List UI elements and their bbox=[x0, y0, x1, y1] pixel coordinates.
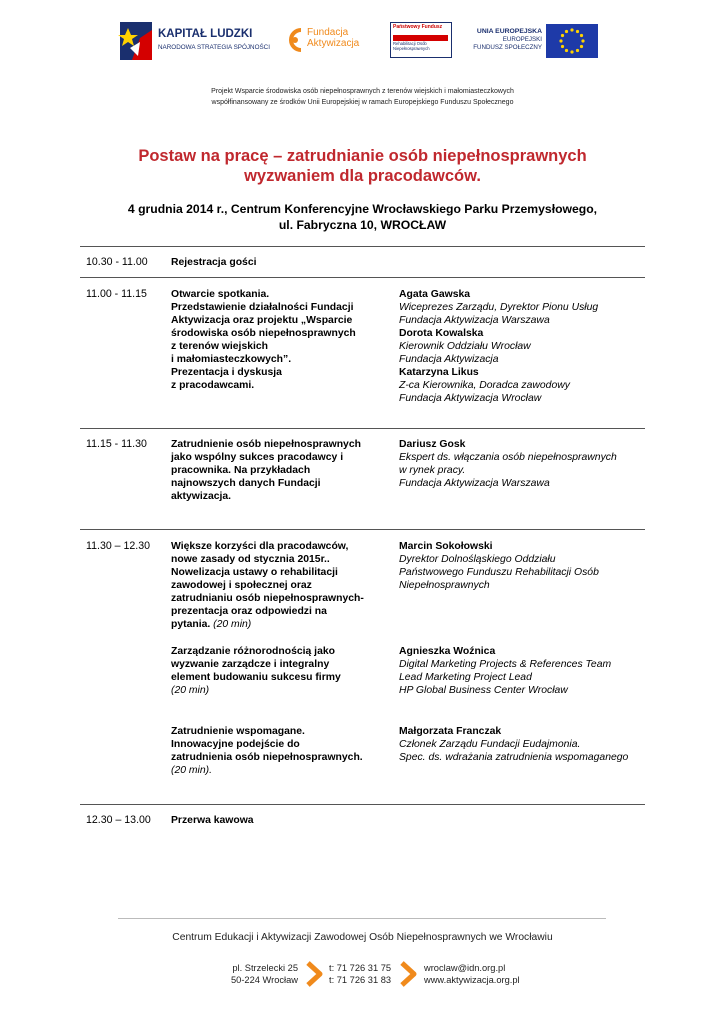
title-line2: wyzwaniem dla pracodawców. bbox=[244, 167, 481, 185]
eu-line1: UNIA EUROPEJSKA bbox=[476, 28, 542, 35]
speaker-role: Digital Marketing Projects & References Team bbox=[399, 659, 612, 670]
session-time: 12.30 – 13.00 bbox=[86, 814, 151, 826]
speaker-name: Katarzyna Likus bbox=[399, 367, 479, 378]
topic-text: pytania. bbox=[171, 619, 211, 630]
speaker-organization: Fundacja Aktywizacja Warszawa bbox=[399, 478, 550, 489]
session-time: 10.30 - 11.00 bbox=[86, 256, 148, 268]
speaker-role: Lead Marketing Project Lead bbox=[399, 672, 532, 683]
topic-line: jako wspólny sukces pracodawcy i bbox=[171, 452, 344, 463]
topic-line: Zarządzanie różnorodnością jako bbox=[171, 646, 335, 657]
session-topic bbox=[171, 288, 386, 392]
chevron-right-icon bbox=[398, 961, 418, 987]
session-speaker bbox=[399, 438, 649, 490]
subtitle-line1: 4 grudnia 2014 r., Centrum Konferencyjne Wrocławskiego Parku Przemysłowego, bbox=[127, 202, 598, 216]
agenda-divider bbox=[80, 804, 645, 805]
topic-line: Innowacyjne podejście do bbox=[171, 739, 300, 750]
website-link[interactable]: www.aktywizacja.org.pl bbox=[424, 975, 520, 985]
address-line: pl. Strzelecki 25 bbox=[232, 963, 298, 973]
topic-line: zatrudnianiu osób niepełnosprawnych- bbox=[171, 593, 364, 604]
eu-line2: EUROPEJSKI bbox=[502, 36, 542, 43]
topic-line: Większe korzyści dla pracodawców, bbox=[171, 541, 349, 552]
agenda-divider bbox=[80, 246, 645, 247]
topic-line: środowiska osób niepełnosprawnych bbox=[171, 328, 356, 339]
topic-line: z pracodawcami. bbox=[171, 380, 255, 391]
project-info bbox=[0, 86, 725, 108]
session-speaker bbox=[399, 645, 649, 697]
session-speakers bbox=[399, 288, 649, 405]
pfron-logo bbox=[390, 22, 452, 58]
speaker-role: Ekspert ds. włączania osób niepełnosprawnych bbox=[399, 452, 617, 463]
agenda-divider bbox=[80, 529, 645, 530]
topic-duration: (20 min). bbox=[171, 765, 212, 776]
topic-line: Nowelizacja ustawy o rehabilitacji bbox=[171, 567, 338, 578]
speaker-name: Marcin Sokołowski bbox=[399, 541, 493, 552]
speaker-organization: Fundacja Aktywizacja bbox=[399, 354, 499, 365]
speaker-name: Agata Gawska bbox=[399, 289, 471, 300]
page-title bbox=[80, 146, 645, 186]
speaker-name: Dorota Kowalska bbox=[399, 328, 484, 339]
session-topic bbox=[171, 438, 386, 503]
speaker-organization: Fundacja Aktywizacja Wrocław bbox=[399, 393, 542, 404]
session-topic bbox=[171, 645, 386, 697]
speaker-name: Agnieszka Woźnica bbox=[399, 646, 496, 657]
pfron-flag-icon bbox=[393, 32, 448, 41]
pfron-top-text: Państwowy Fundusz bbox=[393, 24, 443, 30]
session-time: 11.00 - 11.15 bbox=[86, 288, 147, 300]
phone-number: t: 71 726 31 83 bbox=[329, 975, 392, 985]
topic-line bbox=[171, 618, 386, 631]
topic-line: prezentacja oraz odpowiedzi na bbox=[171, 606, 327, 617]
speaker-role: Kierownik Oddziału Wrocław bbox=[399, 341, 531, 352]
topic-line: element budowaniu sukcesu firmy bbox=[171, 672, 341, 683]
phone-number: t: 71 726 31 75 bbox=[329, 963, 392, 973]
topic-line: z terenów wiejskich bbox=[171, 341, 269, 352]
topic-line: wyzwanie zarządcze i integralny bbox=[171, 659, 330, 670]
eu-flag-icon bbox=[546, 24, 598, 58]
eu-logo bbox=[460, 22, 600, 60]
topic-duration: (20 min) bbox=[171, 685, 210, 696]
footer-divider bbox=[118, 918, 606, 919]
footer-phones bbox=[329, 962, 391, 986]
topic-line: aktywizacja. bbox=[171, 491, 232, 502]
speaker-role: Z-ca Kierownika, Doradca zawodowy bbox=[399, 380, 570, 391]
topic-line: Zatrudnienie osób niepełnosprawnych bbox=[171, 439, 361, 450]
topic-line: Przedstawienie działalności Fundacji bbox=[171, 302, 354, 313]
topic-line: nowe zasady od stycznia 2015r.. bbox=[171, 554, 330, 565]
topic-line: zawodowej i społecznej oraz bbox=[171, 580, 312, 591]
session-time: 11.15 - 11.30 bbox=[86, 438, 147, 450]
fundacja-aktywizacja-swirl-icon bbox=[283, 24, 307, 58]
session-speaker bbox=[399, 725, 649, 764]
session-topic: Przerwa kawowa bbox=[171, 815, 254, 826]
topic-line: Zatrudnienie wspomagane. bbox=[171, 726, 305, 737]
kapital-ludzki-name: KAPITAŁ LUDZKI bbox=[158, 28, 253, 40]
session-topic: Rejestracja gości bbox=[171, 257, 257, 268]
fa-line2: Aktywizacja bbox=[307, 38, 360, 49]
speaker-role: Członek Zarządu Fundacji Eudajmonia. bbox=[399, 739, 581, 750]
topic-line: pracownika. Na przykładach bbox=[171, 465, 311, 476]
topic-line: i małomiasteczkowych”. bbox=[171, 354, 292, 365]
topic-line: Otwarcie spotkania. bbox=[171, 289, 270, 300]
fundacja-aktywizacja-logo bbox=[283, 22, 373, 62]
topic-line: zatrudnienia osób niepełnosprawnych. bbox=[171, 752, 363, 763]
project-line1: Projekt Wsparcie środowiska osób niepełnosprawnych z terenów wiejskich i małomiasteczkowych bbox=[211, 88, 514, 95]
title-line1: Postaw na pracę – zatrudnianie osób niepełnosprawnych bbox=[138, 147, 587, 165]
event-details bbox=[80, 201, 645, 233]
subtitle-line2: ul. Fabryczna 10, WROCŁAW bbox=[278, 218, 447, 232]
fundacja-aktywizacja-text bbox=[307, 27, 359, 49]
session-topic bbox=[171, 540, 386, 631]
speaker-name: Dariusz Gosk bbox=[399, 439, 466, 450]
project-line2: współfinansowany ze środków Unii Europejskiej w ramach Europejskiego Funduszu Społecznego bbox=[211, 99, 514, 106]
speaker-organization: HP Global Business Center Wrocław bbox=[399, 685, 568, 696]
agenda-divider bbox=[80, 428, 645, 429]
speaker-organization: Fundacja Aktywizacja Warszawa bbox=[399, 315, 550, 326]
chevron-right-icon bbox=[304, 961, 324, 987]
topic-line: najnowszych danych Fundacji bbox=[171, 478, 321, 489]
address-line: 50-224 Wrocław bbox=[230, 975, 298, 985]
kapital-ludzki-star-icon bbox=[118, 20, 154, 62]
agenda-divider bbox=[80, 277, 645, 278]
speaker-role: Dyrektor Dolnośląskiego Oddziału bbox=[399, 554, 556, 565]
session-speaker bbox=[399, 540, 649, 592]
speaker-role: Spec. ds. wdrażania zatrudnienia wspomaganego bbox=[399, 752, 629, 763]
footer-address bbox=[226, 962, 298, 986]
speaker-role: Państwowego Funduszu Rehabilitacji Osób bbox=[399, 567, 599, 578]
speaker-role: w rynek pracy. bbox=[399, 465, 466, 476]
speaker-role: Niepełnosprawnych bbox=[399, 580, 490, 591]
session-topic bbox=[171, 725, 386, 777]
topic-line: Prezentacja i dyskusja bbox=[171, 367, 282, 378]
eu-line3: FUNDUSZ SPOŁECZNY bbox=[473, 44, 542, 51]
eu-text bbox=[473, 28, 542, 52]
footer-web bbox=[424, 962, 520, 986]
topic-line: Aktywizacja oraz projektu „Wsparcie bbox=[171, 315, 353, 326]
footer-title: Centrum Edukacji i Aktywizacji Zawodowej Osób Niepełnosprawnych we Wrocławiu bbox=[172, 932, 553, 943]
kapital-ludzki-subtitle: NARODOWA STRATEGIA SPÓJNOŚCI bbox=[158, 44, 270, 51]
pfron-bottom-text: Rehabilitacji Osób Niepełnosprawnych bbox=[393, 41, 430, 51]
session-time: 11.30 – 12.30 bbox=[86, 540, 151, 552]
topic-duration: (20 min) bbox=[213, 619, 252, 630]
email-link[interactable]: wroclaw@idn.org.pl bbox=[424, 963, 506, 973]
speaker-name: Małgorzata Franczak bbox=[399, 726, 502, 737]
fa-line1: Fundacja bbox=[307, 27, 349, 38]
kapital-ludzki-logo bbox=[118, 18, 268, 64]
speaker-role: Wiceprezes Zarządu, Dyrektor Pionu Usług bbox=[399, 302, 599, 313]
